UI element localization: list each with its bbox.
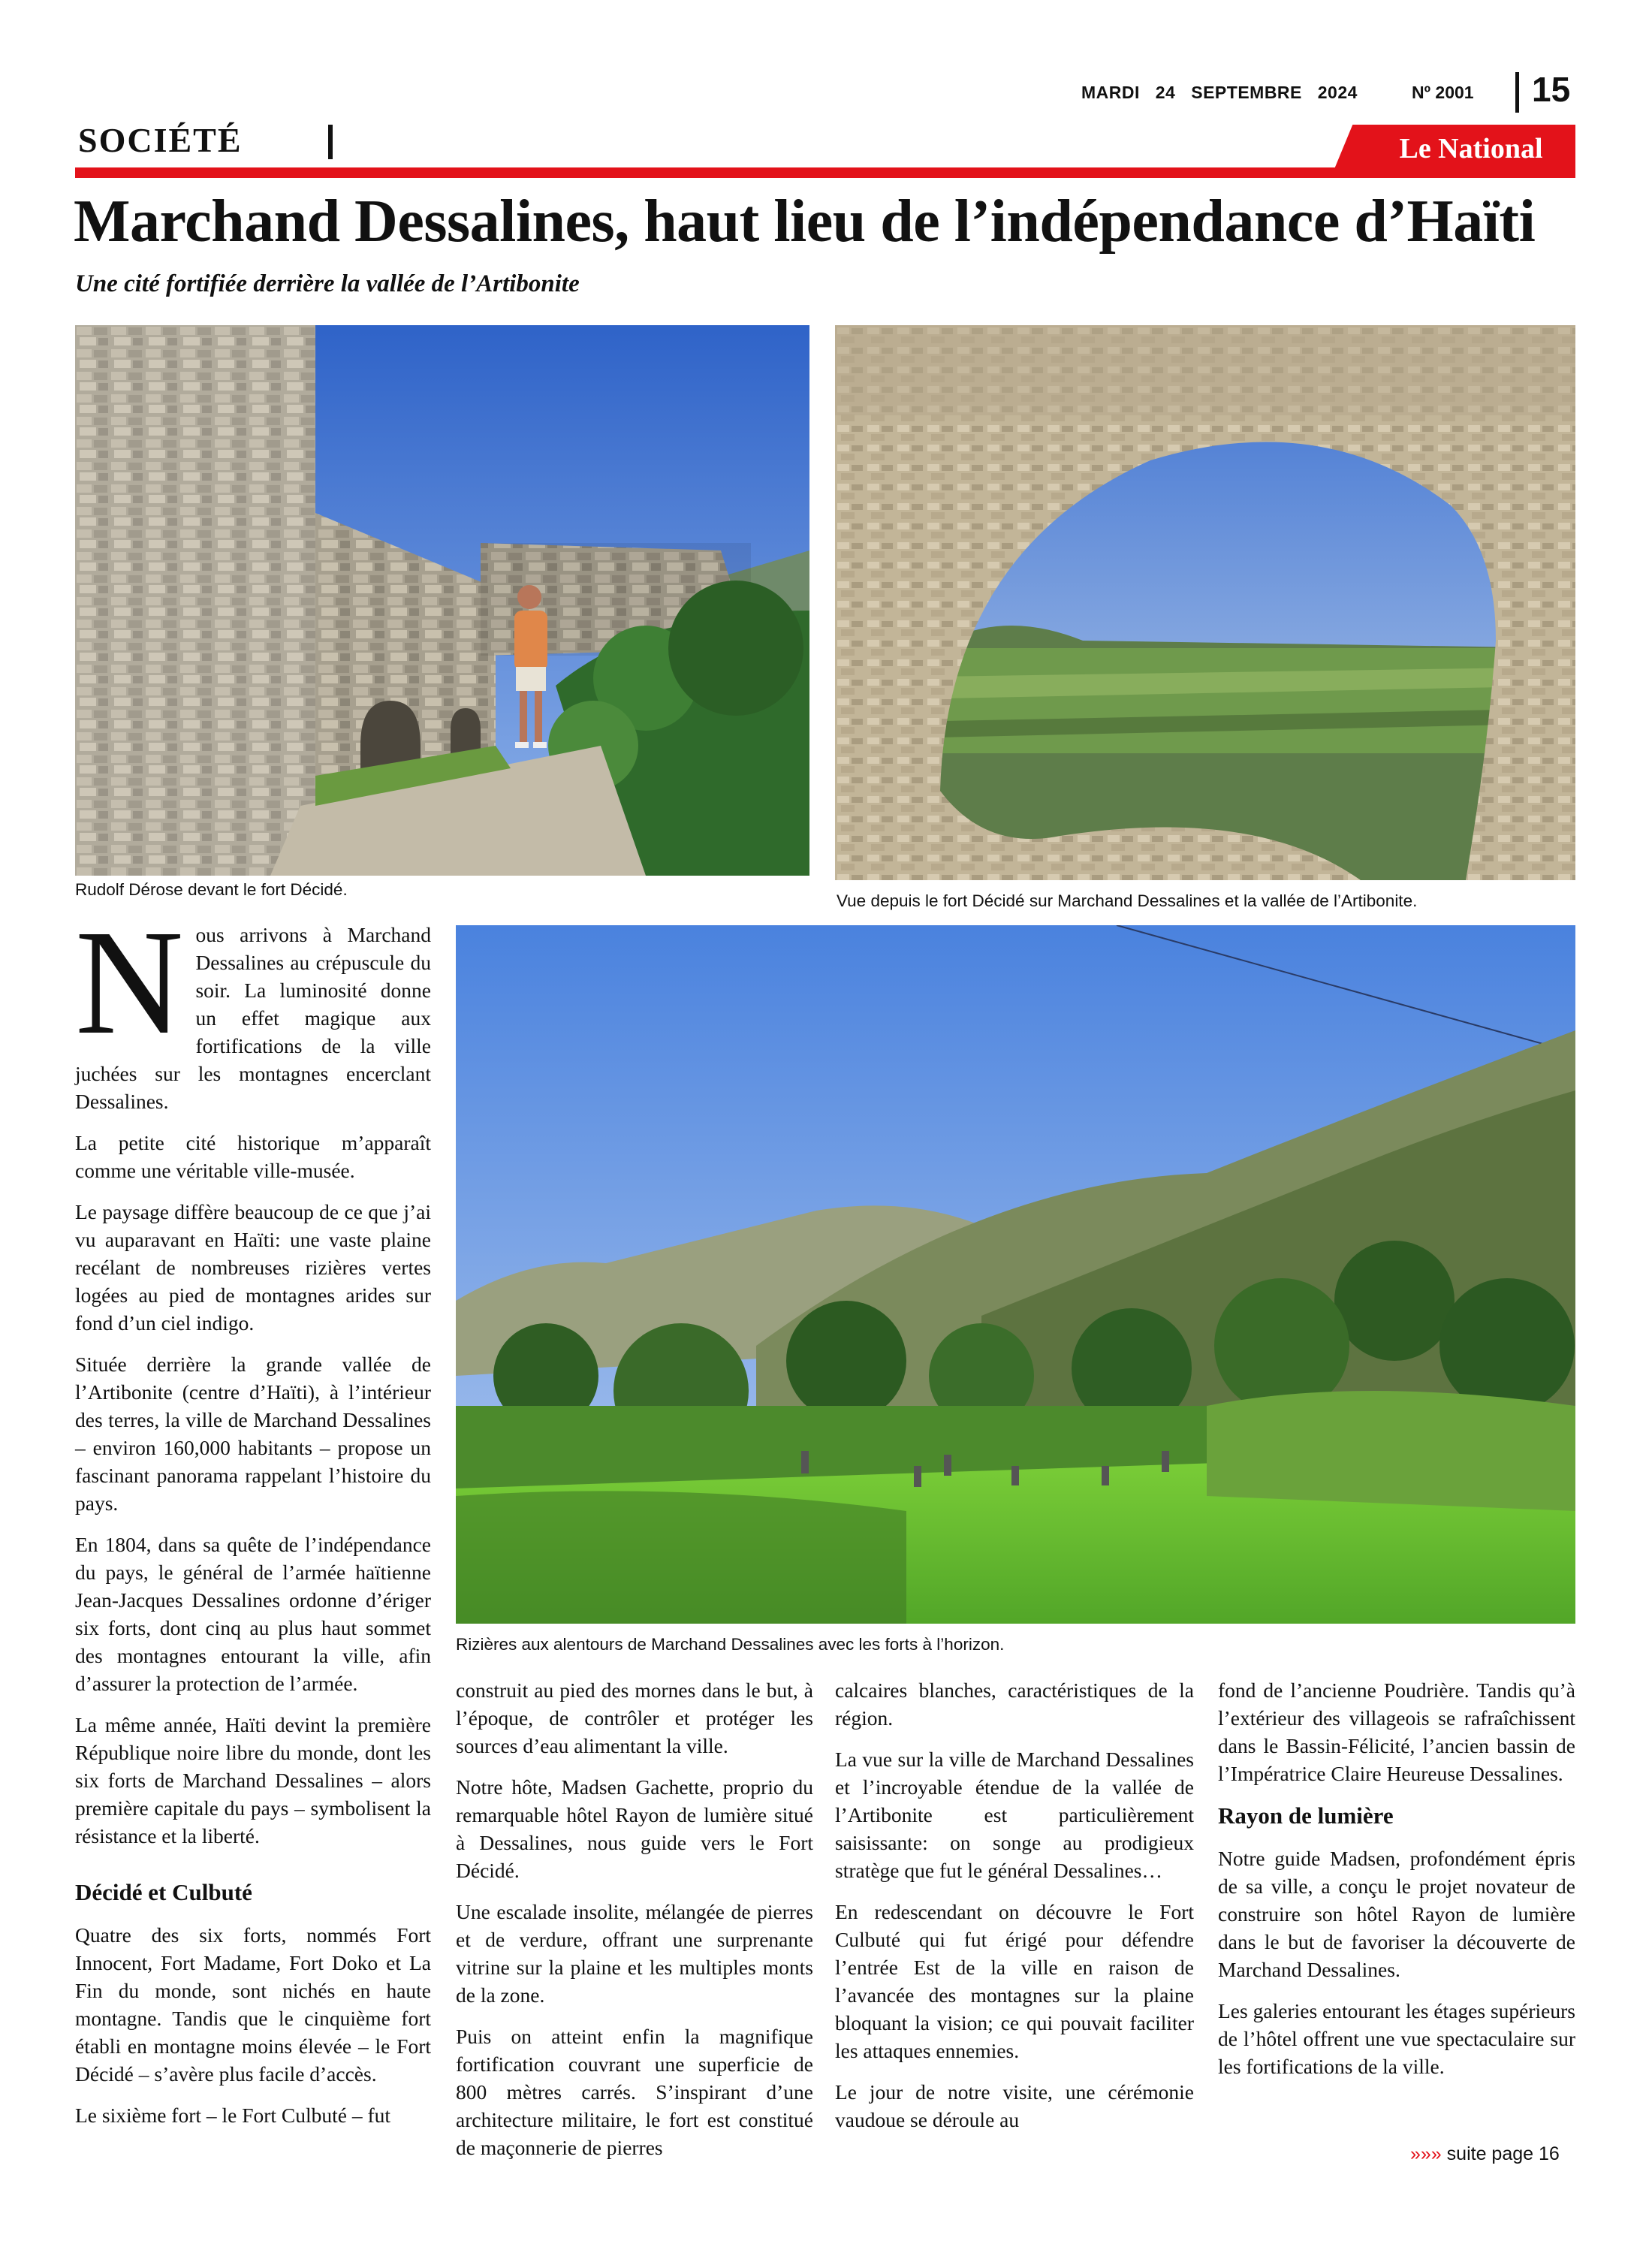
photo-fort-decide-visitor: [75, 325, 809, 876]
paragraph: calcaires blanches, caractéristiques de la région.: [835, 1678, 1194, 1730]
photo-rice-fields: [456, 925, 1575, 1624]
paragraph: Située derrière la grande vallée de l’Artibonite (centre d’Haïti), à l’intérieur des terres, la ville de Marchand Dessalines – environ 160,000 habitants – propose un fascinant panorama rappelant l’histoire du pays.: [75, 1353, 431, 1515]
subheading-decide-culbute: Décidé et Culbuté: [75, 1879, 252, 1905]
photo-caption-3: Rizières aux alentours de Marchand Dessalines avec les forts à l’horizon.: [456, 1635, 1005, 1654]
paragraph: La vue sur la ville de Marchand Dessalines et l’incroyable étendue de la vallée de l’Artibonite est particulièrement saisissante: on songe au prodigieux stratège que fut le général Dessalines…: [835, 1748, 1194, 1882]
continue-label: suite page: [1446, 2143, 1534, 2164]
paragraph: La petite cité historique m’apparaît comme une véritable ville-musée.: [75, 1131, 431, 1182]
photo-caption-2: Vue depuis le fort Décidé sur Marchand Dessalines et la vallée de l’Artibonite.: [837, 891, 1418, 910]
photo-arch-valley-view: [835, 325, 1575, 880]
paragraph: Nous arrivons à Marchand Dessalines au crépuscule du soir. La luminosité donne un effet magique aux fortifications de la ville juchées sur les montagnes encerclant Dessalines.: [75, 900, 431, 1113]
section-label: SOCIÉTÉ: [78, 121, 243, 159]
article-column-4: [1218, 1676, 1575, 2094]
drop-cap: N: [75, 900, 184, 1066]
article-column-3: [835, 1676, 1194, 2147]
issue-number: Nº 2001: [1412, 83, 1474, 102]
paragraph: Le sixième fort – le Fort Culbuté – fut: [75, 2104, 391, 2127]
article-subtitle: Une cité fortifiée derrière la vallée de l’Artibonite: [75, 270, 580, 297]
paragraph: En 1804, dans sa quête de l’indépendance du pays, le général de l’armée haïtienne Jean-Jacques Dessalines ordonne d’ériger six forts, dont cinq au plus haut sommet des montagnes entourant la ville, afin d’assurer la protection de l’armée.: [75, 1533, 431, 1695]
subheading-rayon-de-lumiere: Rayon de lumière: [1218, 1802, 1394, 1829]
page-number: 15: [1532, 70, 1571, 109]
paragraph: Le jour de notre visite, une cérémonie vaudoue se déroule au: [835, 2080, 1194, 2131]
section-divider: [328, 125, 333, 159]
paragraph: Quatre des six forts, nommés Fort Innocent, Fort Madame, Fort Doko et La Fin du monde, sont nichés en haute montagne. Tandis que le cinquième fort établi en montagne moins élevée – le Fort Décidé – s’avère plus facile d’accès.: [75, 1923, 431, 2086]
paragraph: Puis on atteint enfin la magnifique fortification couvrant une superficie de 800 mètres carrés. S’inspirant d’une architecture militaire, le fort est constitué de maçonnerie de pierres: [456, 2025, 813, 2159]
paragraph: Le paysage diffère beaucoup de ce que j’ai vu auparavant en Haïti: une vaste plaine recélant de nombreuses rizières vertes logées au pied de montagnes arides sur fond d’un ciel indigo.: [75, 1200, 431, 1335]
header-divider: [1515, 72, 1519, 113]
article-column-1-continued: [75, 1868, 431, 2143]
paragraph: La même année, Haïti devint la première République noire libre du monde, dont les six forts de Marchand Dessalines – alors première capitale du pays – symbolisent la résistance et la liberté.: [75, 1713, 431, 1847]
article-title: Marchand Dessalines, haut lieu de l’indépendance d’Haïti: [74, 189, 1536, 255]
paragraph: Notre guide Madsen, profondément épris de sa ville, a conçu le projet novateur de construire son hôtel Rayon de lumière dans le but de favoriser la découverte de Marchand Dessalines.: [1218, 1847, 1575, 1981]
continue-arrows-icon: »»»: [1410, 2143, 1442, 2164]
paragraph: construit au pied des mornes dans le but, à l’époque, de contrôler et protéger les sources d’eau alimentant la ville.: [456, 1678, 813, 1757]
paragraph: Les galeries entourant les étages supérieurs de l’hôtel offrent une vue spectaculaire sur les fortifications de la ville.: [1218, 1999, 1575, 2078]
article-column-1: [75, 900, 431, 1863]
article-column-2: [456, 1676, 813, 2175]
paragraph: Une escalade insolite, mélangée de pierres et de verdure, offrant une surprenante vitrine sur la plaine et les multiples monts de la zone.: [456, 1900, 813, 2007]
issue-date: MARDI 24 SEPTEMBRE 2024: [1081, 83, 1358, 102]
paragraph: En redescendant on découvre le Fort Culbuté qui fut érigé pour défendre l’entrée Est de la ville en raison de l’avancée des montagnes sur la plaine bloquant la vision; ce qui pouvait faciliter les attaques ennemies.: [835, 1900, 1194, 2062]
photo-caption-1: Rudolf Dérose devant le fort Décidé.: [75, 880, 348, 899]
paragraph: fond de l’ancienne Poudrière. Tandis qu’à l’extérieur des villageois se rafraîchissent dans le Bassin-Félicité, l’ancien bassin de l’Impératrice Claire Heureuse Dessalines.: [1218, 1678, 1575, 1785]
paragraph: Notre hôte, Madsen Gachette, proprio du remarquable hôtel Rayon de lumière situé à Dessalines, nous guide vers le Fort Décidé.: [456, 1775, 813, 1882]
publication-name: Le National: [1399, 133, 1543, 164]
continued-on-page[interactable]: [1410, 2143, 1560, 2165]
continue-page-number: 16: [1539, 2143, 1560, 2164]
